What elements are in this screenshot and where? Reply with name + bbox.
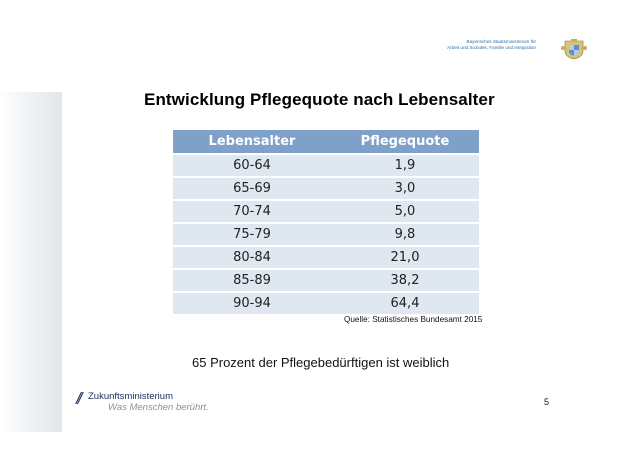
source-note: Quelle: Statistisches Bundesamt 2015 — [344, 315, 483, 324]
statement-text: 65 Prozent der Pflegebedürftigen ist weiblich — [192, 355, 450, 370]
pflegequote-table — [173, 130, 479, 316]
brand-tagline: Was Menschen berührt. — [108, 402, 209, 413]
rate-cell: 5,0 — [331, 200, 479, 223]
rate-cell: 1,9 — [331, 154, 479, 177]
slide-title: Entwicklung Pflegequote nach Lebensalter — [144, 90, 495, 109]
table-row — [173, 246, 479, 269]
rate-cell: 21,0 — [331, 246, 479, 269]
zukunftsministerium-logo — [76, 387, 226, 419]
age-cell: 90-94 — [173, 292, 331, 315]
table-header-row — [173, 130, 479, 154]
page-number: 5 — [544, 397, 550, 407]
table-row — [173, 200, 479, 223]
rate-cell: 64,4 — [331, 292, 479, 315]
ministry-logo — [448, 38, 588, 60]
age-cell: 85-89 — [173, 269, 331, 292]
age-cell: 75-79 — [173, 223, 331, 246]
table-row — [173, 154, 479, 177]
ministry-text — [447, 39, 536, 51]
rate-cell: 3,0 — [331, 177, 479, 200]
age-cell: 60-64 — [173, 154, 331, 177]
bavarian-crest-icon — [560, 38, 588, 60]
rate-cell: 38,2 — [331, 269, 479, 292]
age-cell: 70-74 — [173, 200, 331, 223]
table-row — [173, 177, 479, 200]
header-lebensalter: Lebensalter — [173, 130, 331, 154]
brand-name: Zukunftsministerium — [88, 391, 173, 402]
table-row — [173, 269, 479, 292]
age-cell: 80-84 — [173, 246, 331, 269]
table-row — [173, 223, 479, 246]
age-cell: 65-69 — [173, 177, 331, 200]
ministry-line-1: Bayerisches Staatsministerium für — [466, 39, 536, 44]
left-edge-shade — [0, 92, 62, 432]
table-row — [173, 292, 479, 315]
brand-slash-icon: // — [76, 389, 80, 408]
rate-cell: 9,8 — [331, 223, 479, 246]
header-pflegequote: Pflegequote — [331, 130, 479, 154]
ministry-line-2: Arbeit und Soziales, Familie und Integration — [447, 45, 536, 50]
